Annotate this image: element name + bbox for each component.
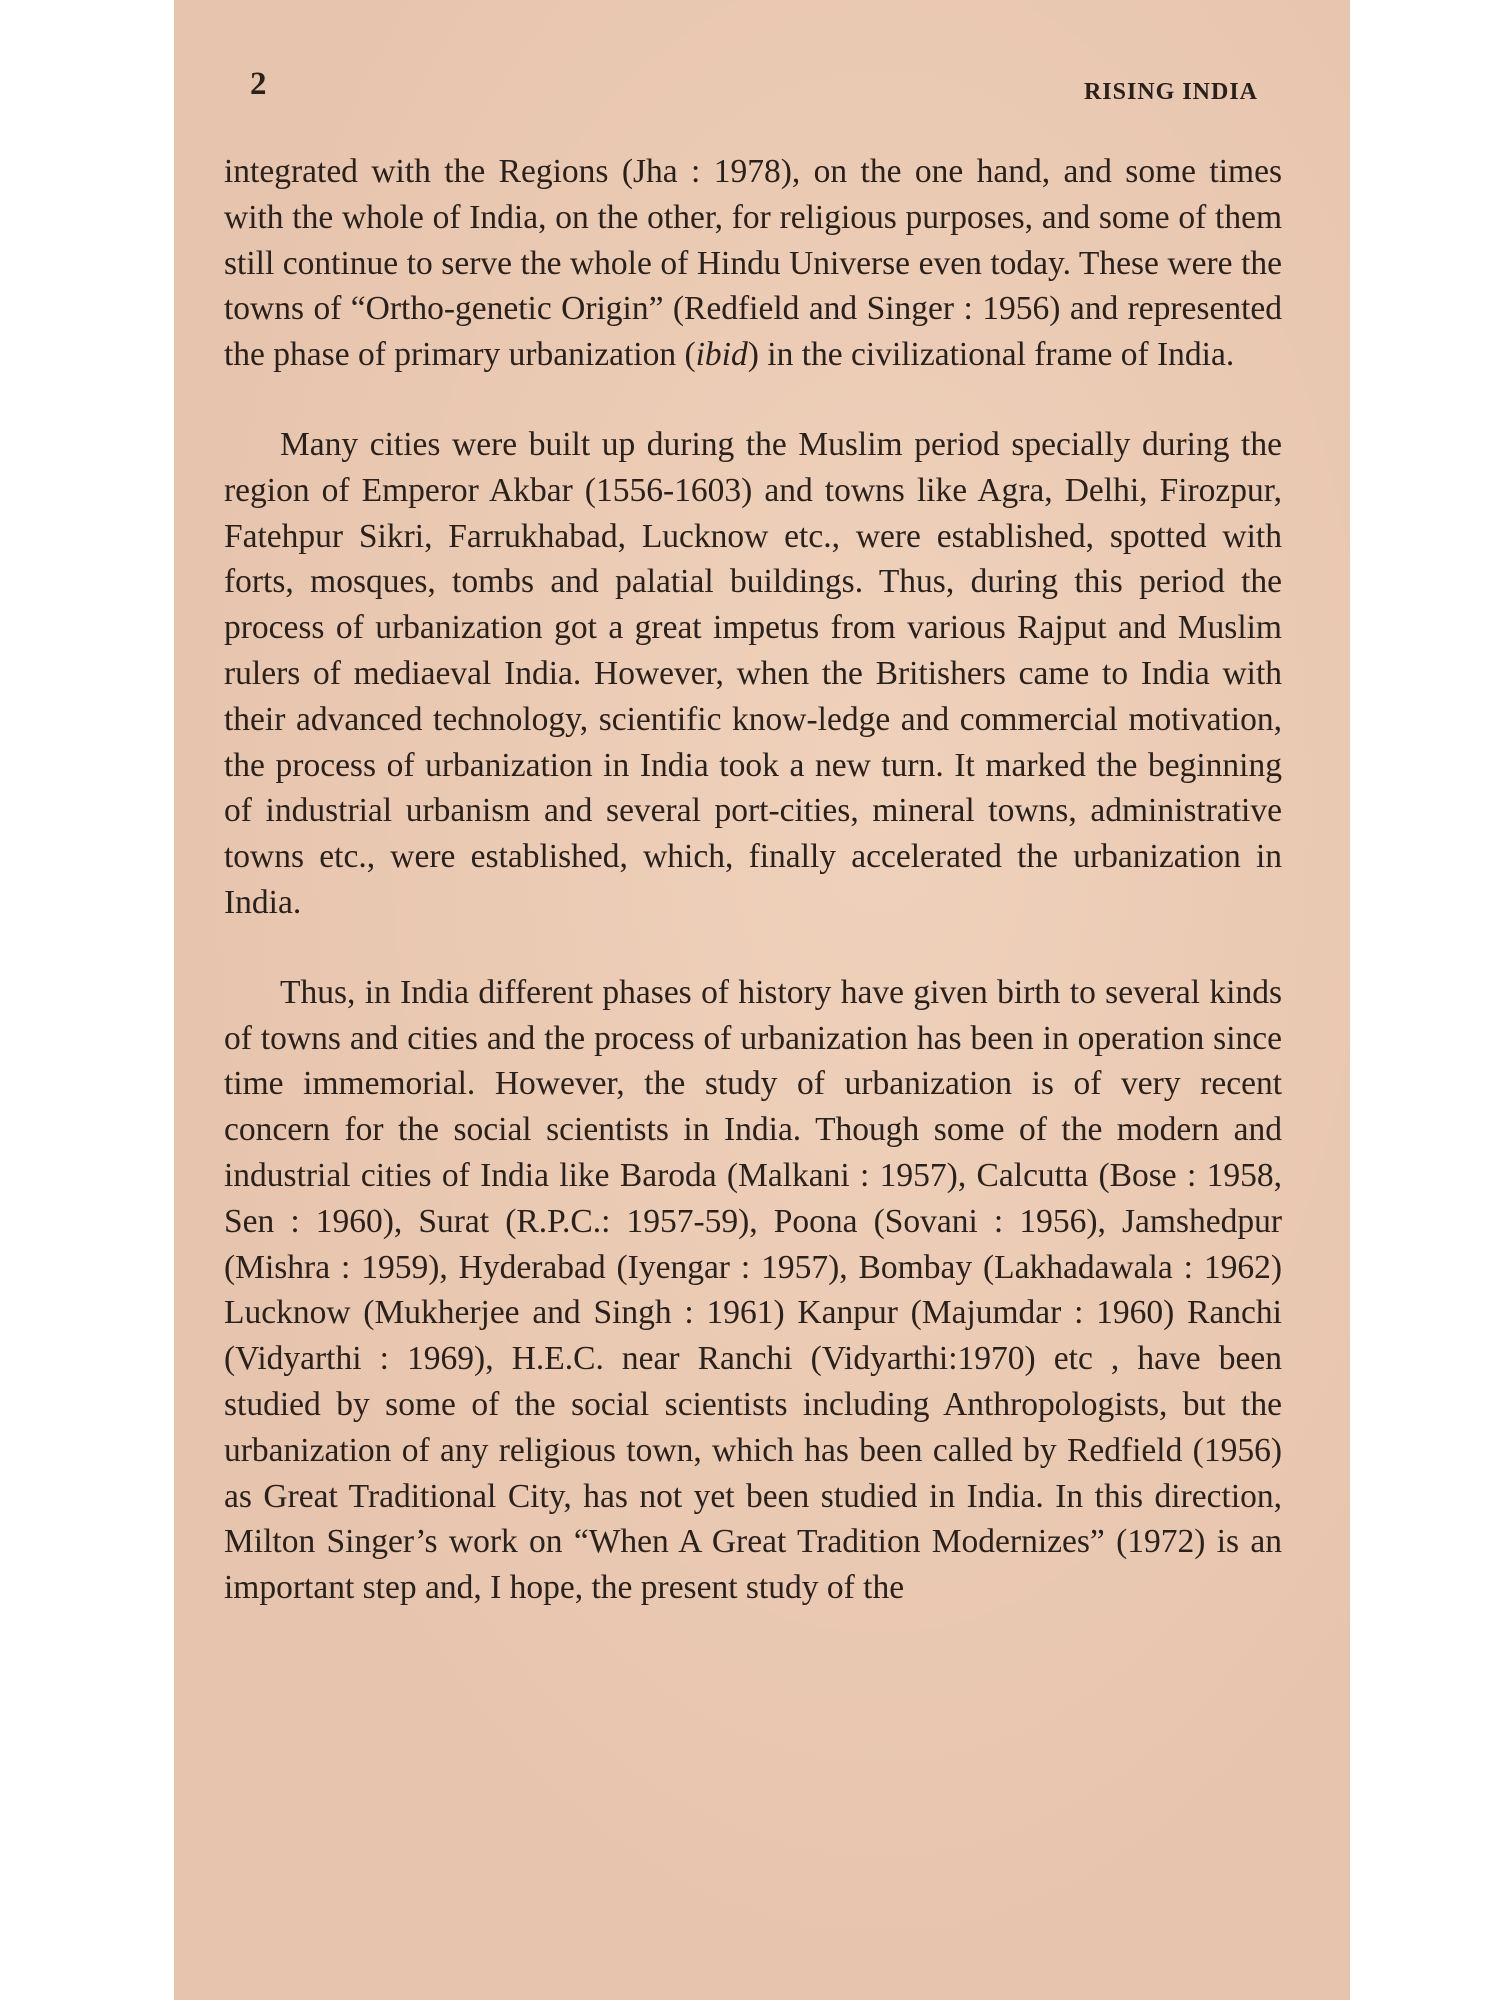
page-number: 2: [250, 66, 268, 102]
paragraph-text: ) in the civilizational frame of India.: [747, 336, 1235, 374]
body-text: [224, 149, 1282, 1611]
paragraph-continuation: [224, 149, 1282, 378]
paragraph-text: integrated with the Regions (Jha : 1978), on the one hand, and some times with the whole of India, on the other, for religious purposes, and some of them still continue to serve the whole of Hindu Universe even today. These were the towns of “Ortho-genetic Origin” (Redfield and Singer : 1956) and represented the phase of primary urbanization (: [224, 153, 1282, 374]
italic-citation: ibid: [695, 336, 748, 374]
paragraph-muslim-period: Many cities were built up during the Muslim period specially during the region of Emperor Akbar (1556-1603) and towns like Agra, Delhi, Firozpur, Fatehpur Sikri, Farrukhabad, Lucknow etc., were established, spotted with forts, mosques, tombs and palatial buildings. Thus, during this period the process of urbanization got a great impetus from various Rajput and Muslim rulers of mediaeval India. However, when the Britishers came to India with their advanced technology, scientific know-ledge and commercial motivation, the process of urbanization in India took a new turn. It marked the beginning of industrial urbanism and several port-cities, mineral towns, administrative towns etc., were established, which, finally accelerated the urbanization in India.: [224, 425, 1282, 921]
running-head: RISING INDIA: [1083, 79, 1258, 105]
book-page: [174, 0, 1350, 2000]
paragraph-urbanization-study: Thus, in India different phases of history have given birth to several kinds of towns and cities and the process of urbanization has been in operation since time immemorial. However, the study of urbanization is of very recent concern for the social scientists in India. Though some of the modern and industrial cities of India like Baroda (Malkani : 1957), Calcutta (Bose : 1958, Sen : 1960), Surat (R.P.C.: 1957-59), Poona (Sovani : 1956), Jamshedpur (Mishra : 1959), Hyderabad (Iyengar : 1957), Bombay (Lakhadawala : 1962) Lucknow (Mukherjee and Singh : 1961) Kanpur (Majumdar : 1960) Ranchi (Vidyarthi : 1969), H.E.C. near Ranchi (Vidyarthi:1970) etc , have been studied by some of the social scientists including Anthropologists, but the urbanization of any religious town, which has been called by Redfield (1956) as Great Traditional City, has not yet been studied in India. In this direction, Milton Singer’s work on “When A Great Tradition Modernizes” (1972) is an important step and, I hope, the present study of the: [224, 973, 1282, 1607]
